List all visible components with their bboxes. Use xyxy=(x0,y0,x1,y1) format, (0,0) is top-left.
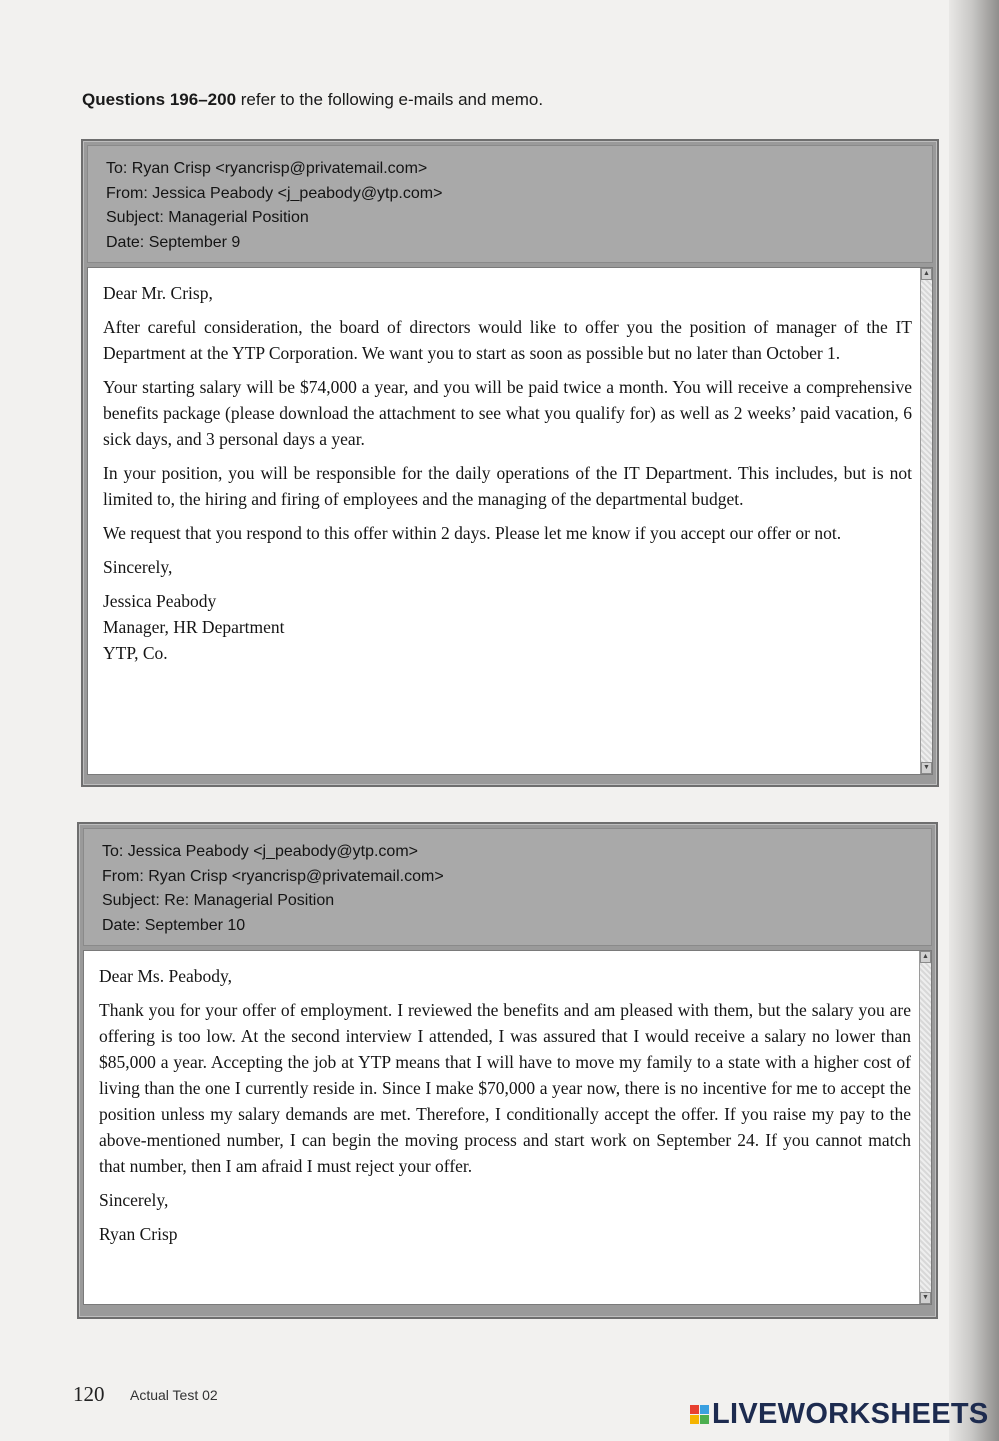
vertical-scrollbar[interactable] xyxy=(919,951,931,1304)
questions-intro-text: refer to the following e-mails and memo. xyxy=(236,90,544,109)
email-window-2 xyxy=(77,822,938,1319)
email-header xyxy=(87,145,933,263)
email-closing: Sincerely, xyxy=(99,1190,169,1210)
questions-intro xyxy=(82,90,782,110)
test-label: Actual Test 02 xyxy=(130,1387,218,1403)
email-paragraph: In your position, you will be responsible for the daily operations of the IT Department. This includes, but is not limited to, the hiring and firing of employees and the managing of the departmental budget. xyxy=(103,463,912,509)
signature-title: Manager, HR Department xyxy=(103,617,285,637)
email-greeting: Dear Mr. Crisp, xyxy=(103,283,213,303)
email-content xyxy=(103,280,912,666)
liveworksheets-logo-icon xyxy=(690,1405,709,1424)
scroll-down-icon[interactable]: ▼ xyxy=(921,762,932,774)
vertical-scrollbar[interactable] xyxy=(920,268,932,774)
scroll-up-icon[interactable]: ▲ xyxy=(921,268,932,280)
email-from: From: Ryan Crisp <ryancrisp@privatemail.com> xyxy=(102,867,444,885)
email-paragraph: Thank you for your offer of employment. I reviewed the benefits and am pleased with them, but the salary you are offering is too low. At the second interview I attended, I was assured that I would receive a salary no lower than $85,000 a year. Accepting the job at YTP means that I will have to move my family to a state with a higher cost of living than the one I currently reside in. Since I make $70,000 a year now, there is no incentive for me to accept the position unless my salary demands are met. Therefore, I conditionally accept the offer. If you raise my pay to the above-mentioned number, I can begin the moving process and start work on September 24. If you cannot match that number, then I am afraid I must reject your offer. xyxy=(99,1000,911,1176)
email-window-1 xyxy=(81,139,939,787)
scroll-down-icon[interactable]: ▼ xyxy=(920,1292,931,1304)
signature-name: Jessica Peabody xyxy=(103,591,217,611)
scroll-up-icon[interactable]: ▲ xyxy=(920,951,931,963)
liveworksheets-watermark xyxy=(690,1398,989,1431)
logo-square xyxy=(690,1415,699,1424)
email-date: Date: September 9 xyxy=(106,233,241,251)
email-subject: Subject: Re: Managerial Position xyxy=(102,892,335,909)
email-content xyxy=(99,963,911,1247)
email-header xyxy=(83,828,932,946)
email-greeting: Dear Ms. Peabody, xyxy=(99,966,233,986)
email-to: To: Jessica Peabody <j_peabody@ytp.com> xyxy=(102,843,418,860)
watermark-text: LIVEWORKSHEETS xyxy=(712,1398,989,1430)
email-to: To: Ryan Crisp <ryancrisp@privatemail.com> xyxy=(106,160,428,177)
email-body xyxy=(83,950,932,1305)
page-number: 120 xyxy=(73,1382,105,1406)
logo-square xyxy=(700,1405,709,1414)
email-paragraph: After careful consideration, the board of directors would like to offer you the position of manager of the IT Department at the YTP Corporation. We want you to start as soon as possible but no later than October 1. xyxy=(103,317,912,363)
questions-range: Questions 196–200 xyxy=(82,90,237,109)
email-paragraph: Your starting salary will be $74,000 a year, and you will be paid twice a month. You will receive a comprehensive benefits package (please download the attachment to see what you qualify for) as well as 2 weeks’ paid vacation, 6 sick days, and 3 personal days a year. xyxy=(103,377,912,449)
logo-square xyxy=(690,1405,699,1414)
email-paragraph: We request that you respond to this offer within 2 days. Please let me know if you accept our offer or not. xyxy=(103,523,842,543)
logo-square xyxy=(700,1415,709,1424)
email-date: Date: September 10 xyxy=(102,916,246,934)
email-closing: Sincerely, xyxy=(103,557,173,577)
email-subject: Subject: Managerial Position xyxy=(106,209,309,226)
signature-name: Ryan Crisp xyxy=(99,1224,178,1244)
email-from: From: Jessica Peabody <j_peabody@ytp.com> xyxy=(106,184,443,202)
page-edge-shadow xyxy=(949,0,999,1441)
signature-company: YTP, Co. xyxy=(103,643,168,663)
email-body xyxy=(87,267,933,775)
